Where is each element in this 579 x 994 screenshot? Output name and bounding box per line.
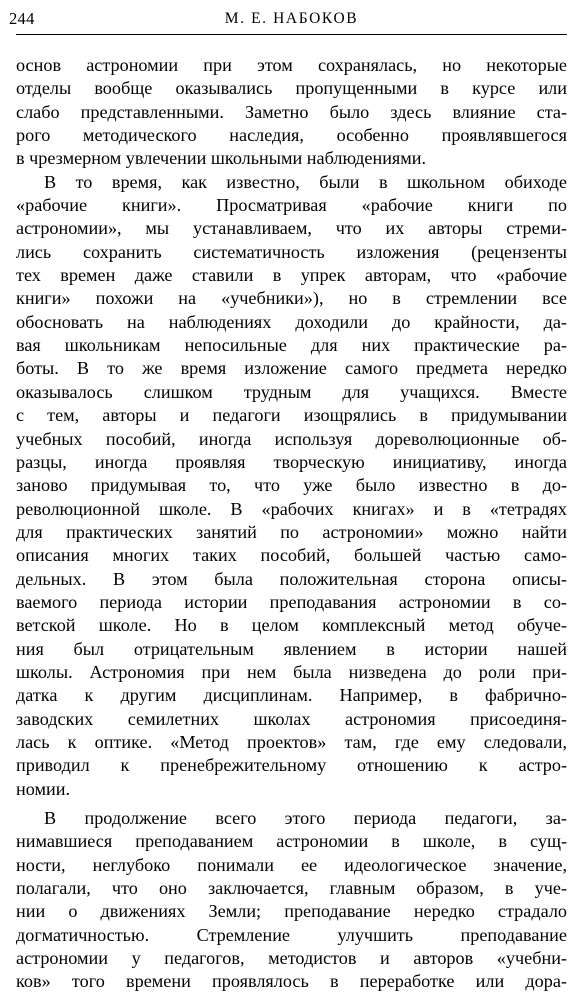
text-line: книги» похожи на «учебники»), но в стремлении все — [16, 288, 567, 309]
text-line: догматичностью. Стремление улучшить преподавание — [16, 924, 567, 945]
text-line: ности, неглубоко понимали ее идеологическое значение, — [16, 854, 567, 875]
running-head: М. Е. НАБОКОВ — [224, 10, 359, 27]
text-line: ваемого периода истории преподавания астрономии в со- — [16, 591, 567, 612]
text-line: датка к другим дисциплинам. Например, в фабрично- — [16, 685, 567, 706]
paragraph-1 — [16, 54, 567, 171]
text-line: ветской школе. Но в целом комплексный метод обуче- — [16, 615, 567, 636]
text-line: В то время, как известно, были в школьном обиходе — [44, 171, 567, 192]
text-line: оказывалось слишком трудным для учащихся. Вместе — [16, 381, 567, 402]
text-line: с тем, авторы и педагоги изощрялись в придумывании — [16, 405, 567, 426]
text-line: учебных пособий, иногда используя дореволюционные об- — [16, 428, 567, 449]
text-line: В продолжение всего этого периода педагоги, за- — [44, 808, 567, 828]
text-line: нимавшиеся преподаванием астрономии в школе, в сущ- — [16, 831, 567, 852]
text-line: основ астрономии при этом сохранялась, но некоторые — [16, 55, 567, 75]
text-line: революционной школе. В «рабочих книгах» и в «тетрадях — [16, 498, 567, 519]
text-line: астрономии у педагогов, методистов и авторов «учебни- — [16, 948, 567, 969]
text-line: астрономии», мы устанавливаем, что их авторы стреми- — [16, 218, 567, 239]
text-line: для практических занятий по астрономии» можно найти — [16, 521, 567, 542]
body-text — [16, 54, 567, 994]
text-line: номии. — [16, 778, 71, 799]
text-line: разцы, иногда проявляя творческую инициативу, иногда — [16, 451, 567, 472]
text-line: лась к оптике. «Метод проектов» там, где ему следовали, — [16, 731, 567, 752]
text-line: лись сохранить систематичность изложения (рецензенты — [16, 241, 567, 262]
text-line: описания многих таких пособий, большей частью само- — [16, 545, 567, 566]
text-line: отделы вообще оказывались пропущенными в курсе или — [16, 78, 567, 99]
text-line: вая школьникам непосильные для них практические ра- — [16, 335, 567, 356]
page-header — [9, 3, 567, 35]
book-page — [9, 0, 567, 992]
text-line: «рабочие книги». Просматривая «рабочие книги по — [16, 195, 567, 216]
text-line: заводских семилетних школах астрономия присоединя- — [16, 708, 567, 729]
text-line: приводил к пренебрежительному отношению к астро- — [16, 755, 567, 776]
text-line: боты. В то же время изложение самого предмета нередко — [16, 358, 567, 379]
text-line: рого методического наследия, особенно проявлявшегося — [16, 125, 567, 146]
text-line: школы. Астрономия при нем была низведена до роли при- — [16, 661, 567, 682]
paragraph-2 — [16, 171, 567, 801]
paragraph-3 — [16, 807, 567, 994]
text-line: дельных. В этом была положительная сторона описы- — [16, 568, 567, 589]
text-line: тех времен даже ставили в упрек авторам, что «рабочие — [16, 265, 567, 286]
text-line: слабо представленными. Заметно было здесь влияние ста- — [16, 101, 567, 122]
text-line: ния был отрицательным явлением в истории нашей — [16, 638, 567, 659]
page-number: 244 — [9, 9, 35, 28]
text-line: заново придумывая то, что уже было известно в до- — [16, 475, 567, 496]
text-line: обосновать на наблюдениях доходили до крайности, да- — [16, 311, 567, 332]
text-line: полагали, что оно заключается, главным образом, в уче- — [16, 878, 567, 899]
text-line: ков» того времени проявлялось в переработке или дора- — [16, 971, 567, 992]
text-line: нии о движениях Земли; преподавание нередко страдало — [16, 901, 567, 922]
text-line: в чрезмерном увлечении школьными наблюдениями. — [16, 148, 427, 169]
